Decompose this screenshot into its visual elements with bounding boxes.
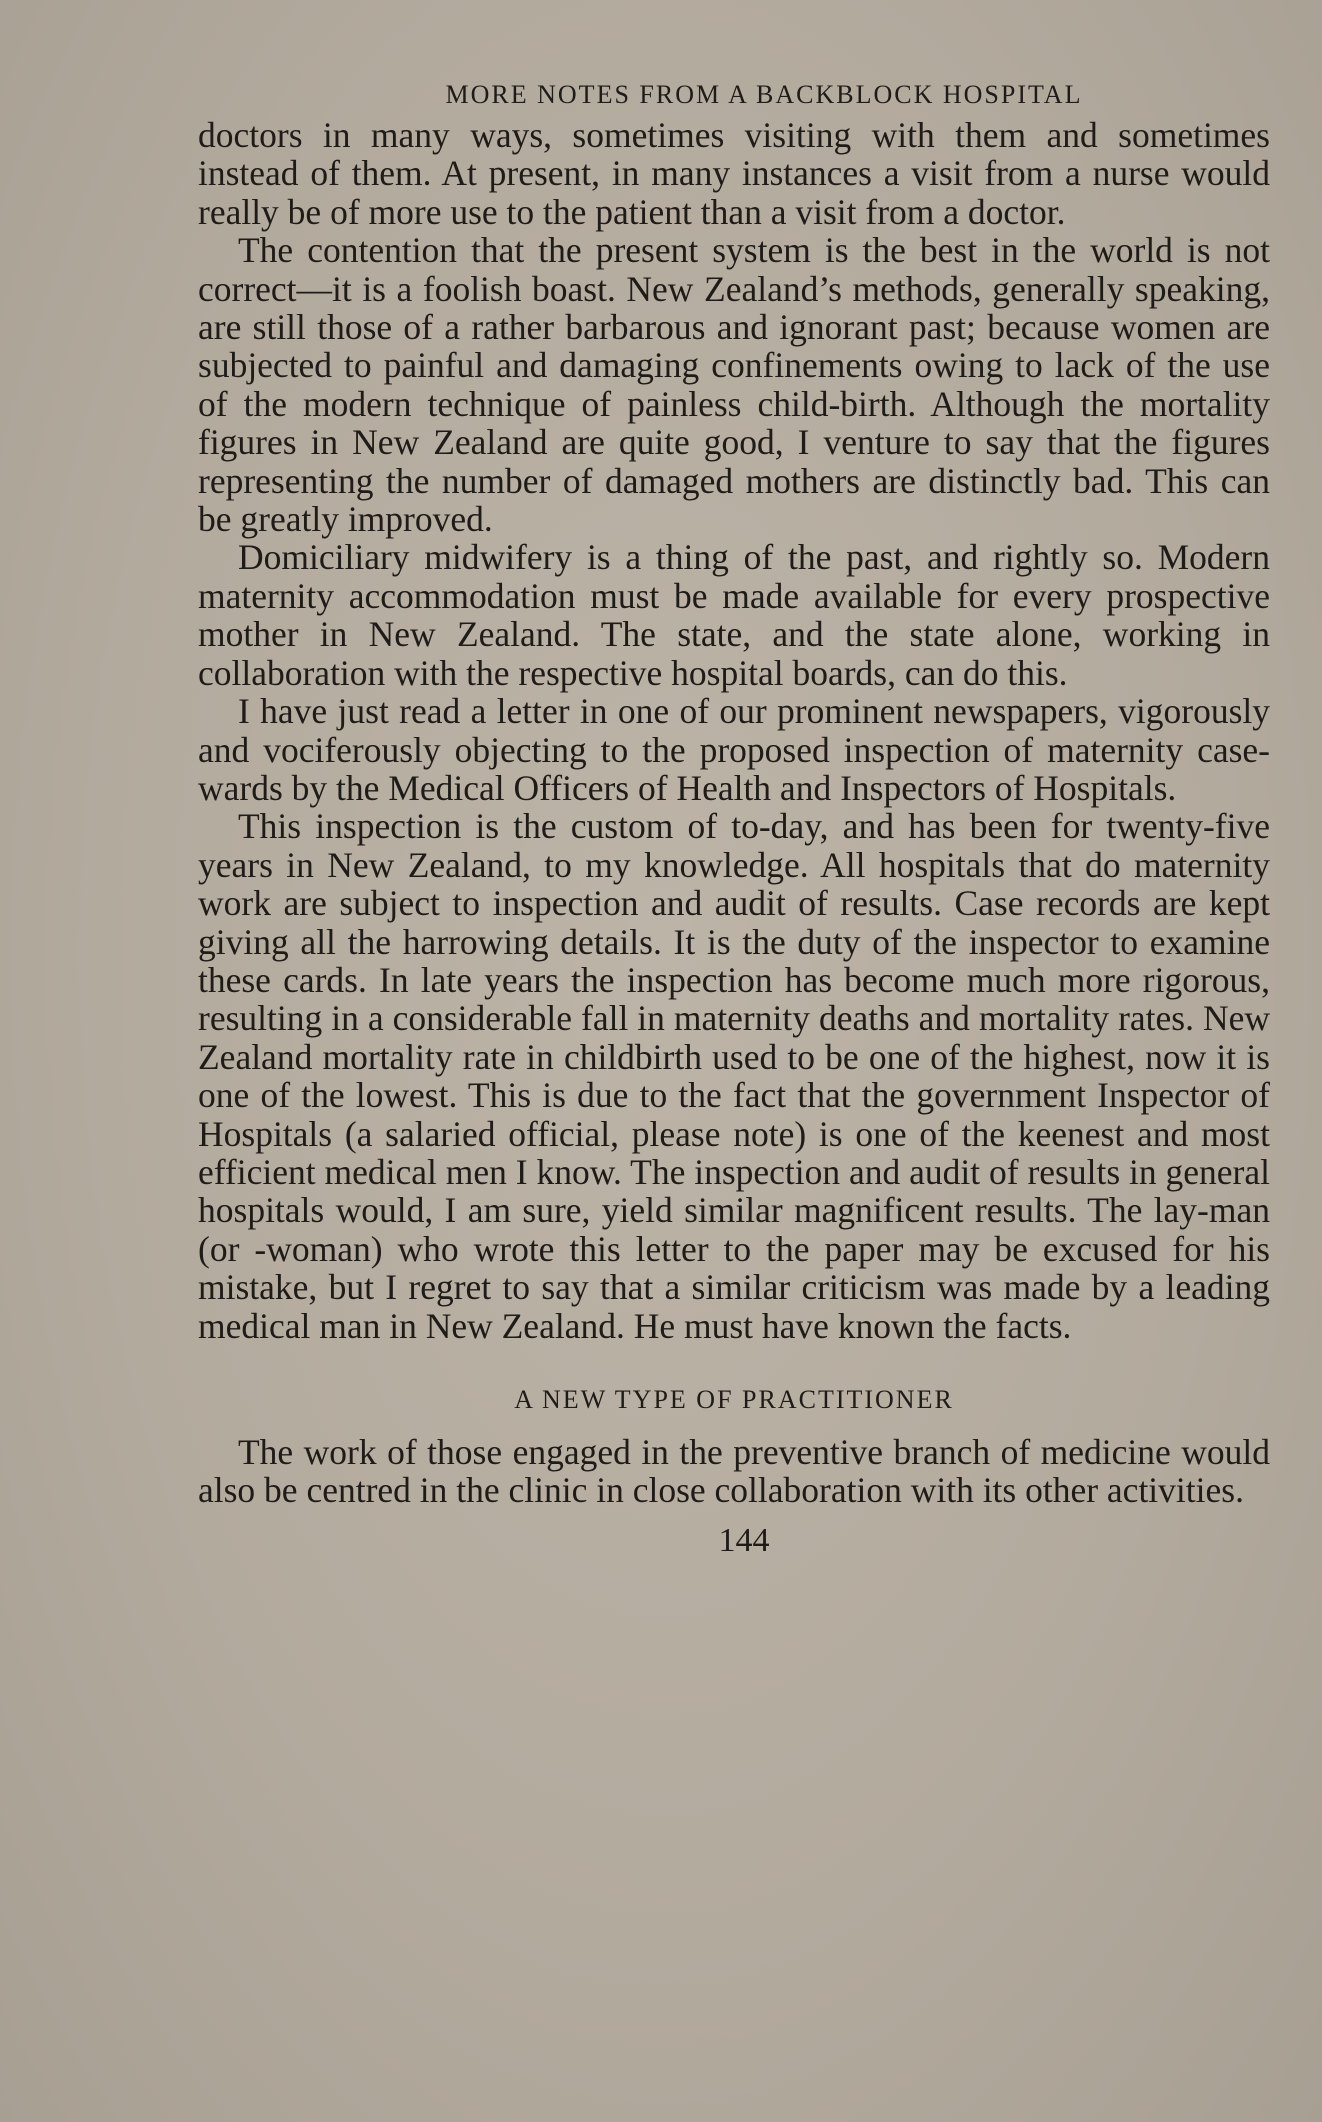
running-head: MORE NOTES FROM A BACKBLOCK HOSPITAL — [445, 80, 1083, 109]
paragraph-continuation: doctors in many ways, sometimes visiting with them and sometimes instead of them. At present, in many instances a visit from a nurse would really be of more use to the patient than a visit from a doctor. — [198, 115, 1270, 232]
paragraph-inspection: This inspection is the custom of to-day, and has been for twenty-five years in New Zealand, to my knowledge. All hospitals that do maternity work are subject to inspection and audit of results. Case records are kept giving all the harrowing details. It is the duty of the inspector to examine these cards. In late years the inspection has become much more rigorous, resulting in a considerable fall in maternity deaths and mortality rates. New Zealand mortality rate in childbirth used to be one of the highest, now it is one of the lowest. This is due to the fact that the government Inspector of Hospitals (a salaried official, please note) is one of the keenest and most efficient medical men I know. The inspection and audit of results in general hospitals would, I am sure, yield similar magnificent results. The lay-man (or -woman) who wrote this letter to the paper may be excused for his mistake, but I regret to say that a similar criticism was made by a leading medical man in New Zealand. He must have known the facts. — [198, 806, 1270, 1346]
paragraph-preventive: The work of those engaged in the preventive branch of medicine would also be centred in the clinic in close collaboration with its other activities. — [198, 1432, 1270, 1511]
book-page — [198, 76, 1270, 1560]
page-number: 144 — [718, 1521, 770, 1559]
paragraph-contention: The contention that the present system is the best in the world is not correct—it is a foolish boast. New Zealand’s methods, generally speaking, are still those of a rather barbarous and ignorant past; because women are subjected to painful and damaging confinements owing to lack of the use of the modern technique of painless child-birth. Although the mortality figures in New Zealand are quite good, I venture to say that the figures representing the number of damaged mothers are distinctly bad. This can be greatly improved. — [198, 230, 1270, 540]
section-heading: A NEW TYPE OF PRACTITIONER — [514, 1385, 954, 1414]
paragraph-domiciliary: Domiciliary midwifery is a thing of the past, and rightly so. Modern maternity accommodation must be made available for every prospective mother in New Zealand. The state, and the state alone, working in collaboration with the respective hospital boards, can do this. — [198, 537, 1270, 693]
paragraph-letter: I have just read a letter in one of our prominent newspapers, vigorously and vociferously objecting to the proposed inspection of maternity case-wards by the Medical Officers of Health and Inspectors of Hospitals. — [198, 691, 1270, 808]
